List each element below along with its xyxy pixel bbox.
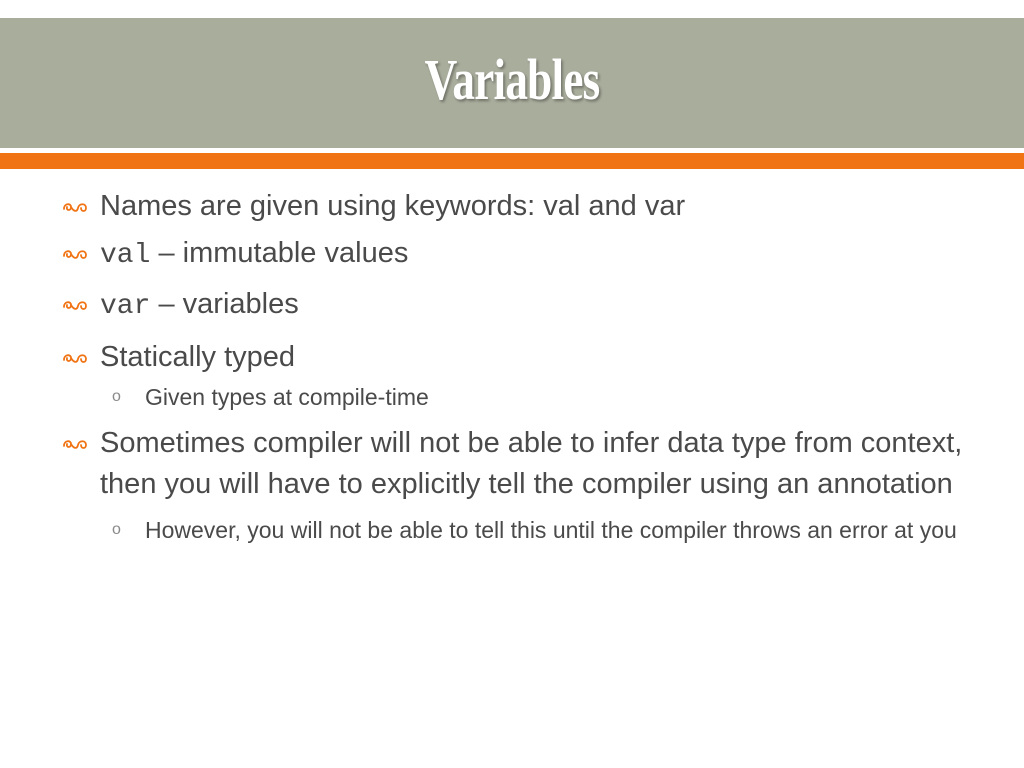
sub-bullet-item [60,513,980,547]
bullet-text: Statically typed [100,341,296,373]
accent-bar [0,153,1024,169]
swirl-bullet-icon [62,186,90,227]
bullet-text: – variables [150,288,299,320]
bullet-text: Names are given using keywords: val and var [100,190,686,222]
slide-title: Variables [424,46,600,112]
code-keyword: var [100,291,151,322]
sub-bullet-text: Given types at compile-time [145,384,429,410]
circle-bullet-icon: o [112,521,121,538]
circle-bullet-icon: o [112,388,121,405]
slide-body [60,186,980,547]
bullet-item [60,423,980,505]
bullet-text: – immutable values [150,237,409,269]
bullet-item [60,233,980,276]
sub-bullet-item [60,380,980,414]
sub-bullet-text: However, you will not be able to tell this until the compiler throws an error at you [145,517,957,543]
title-band [0,18,1024,148]
swirl-bullet-icon [62,423,90,464]
code-keyword: val [100,240,151,271]
bullet-item [60,284,980,327]
bullet-item [60,337,980,378]
swirl-bullet-icon [62,233,90,274]
bullet-item [60,186,980,227]
bullet-text: Sometimes compiler will not be able to infer data type from context, then you will have to explicitly tell the compiler using an annotation [100,427,963,500]
swirl-bullet-icon [62,337,90,378]
swirl-bullet-icon [62,284,90,325]
